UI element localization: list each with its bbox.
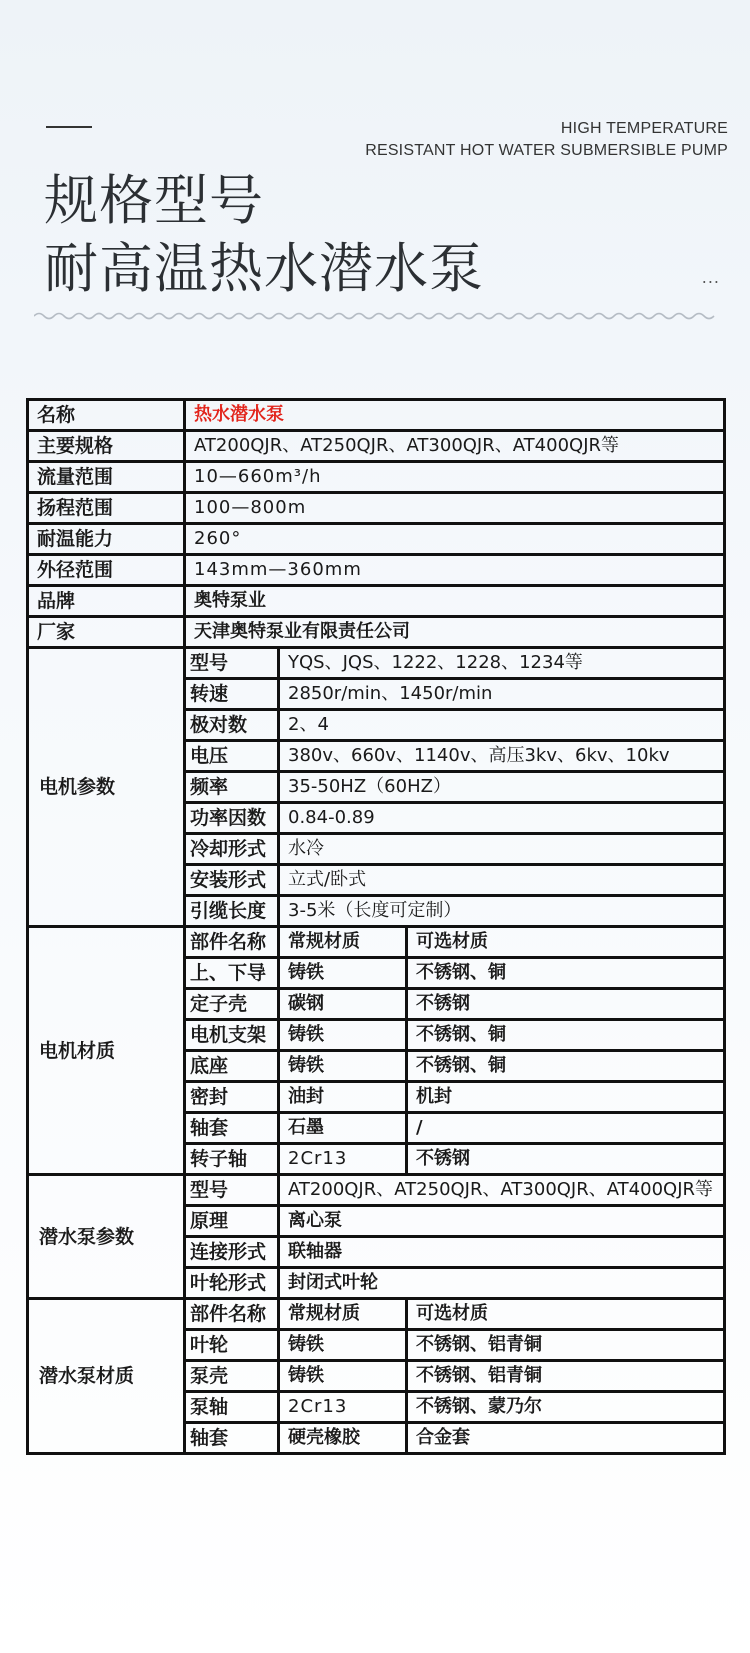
temp-label: 耐温能力	[28, 524, 185, 555]
motor-material-optional: 机封	[407, 1082, 725, 1113]
motor-material-standard: 石墨	[279, 1113, 407, 1144]
motor-param-value: 3-5米（长度可定制）	[279, 896, 725, 927]
table-row	[28, 617, 725, 648]
motor-material-optional: /	[407, 1113, 725, 1144]
pump-material-standard: 铸铁	[279, 1361, 407, 1392]
motor-material-standard: 碳钢	[279, 989, 407, 1020]
motor-param-value: 380v、660v、1140v、高压3kv、6kv、10kv	[279, 741, 725, 772]
motor-material-part: 上、下导	[185, 958, 279, 989]
pump-material-part: 轴套	[185, 1423, 279, 1454]
ellipsis-mark: ...	[701, 268, 720, 287]
pump-param-key: 叶轮形式	[185, 1268, 279, 1299]
flow-label: 流量范围	[28, 462, 185, 493]
motor-material-part: 电机支架	[185, 1020, 279, 1051]
pump-material-part: 泵轴	[185, 1392, 279, 1423]
motor-param-key: 功率因数	[185, 803, 279, 834]
brand-value: 奥特泵业	[185, 586, 725, 617]
english-line-1: HIGH TEMPERATURE	[560, 120, 728, 137]
head-label: 扬程范围	[28, 493, 185, 524]
motor-material-standard: 铸铁	[279, 958, 407, 989]
english-line-2: RESISTANT HOT WATER SUBMERSIBLE PUMP	[365, 142, 728, 159]
pump-param-key: 原理	[185, 1206, 279, 1237]
flow-value: 10—660m³/h	[185, 462, 725, 493]
page-title-line-1: 规格型号	[44, 169, 264, 232]
table-row	[28, 493, 725, 524]
motor-material-standard: 铸铁	[279, 1020, 407, 1051]
table-row	[28, 400, 725, 431]
motor-param-key: 转速	[185, 679, 279, 710]
pump-param-value: AT200QJR、AT250QJR、AT300QJR、AT400QJR等	[279, 1175, 725, 1206]
diameter-value: 143mm—360mm	[185, 555, 725, 586]
motor-material-part: 密封	[185, 1082, 279, 1113]
pump-material-standard: 常规材质	[279, 1299, 407, 1330]
table-row	[28, 927, 725, 958]
pump-material-standard: 硬壳橡胶	[279, 1423, 407, 1454]
motor-material-standard: 2Cr13	[279, 1144, 407, 1175]
motor-material-standard: 常规材质	[279, 927, 407, 958]
motor-param-key: 安装形式	[185, 865, 279, 896]
pump-material-label: 潜水泵材质	[28, 1299, 185, 1454]
pump-material-standard: 2Cr13	[279, 1392, 407, 1423]
motor-params-label: 电机参数	[28, 648, 185, 927]
motor-param-value: 2850r/min、1450r/min	[279, 679, 725, 710]
motor-material-part: 底座	[185, 1051, 279, 1082]
temp-value: 260°	[185, 524, 725, 555]
diameter-label: 外径范围	[28, 555, 185, 586]
spec-table	[26, 398, 726, 1455]
brand-label: 品牌	[28, 586, 185, 617]
motor-material-optional: 不锈钢、铜	[407, 1020, 725, 1051]
motor-param-value: 0.84-0.89	[279, 803, 725, 834]
name-label: 名称	[28, 400, 185, 431]
spec-label: 主要规格	[28, 431, 185, 462]
head-value: 100—800m	[185, 493, 725, 524]
wave-divider	[34, 310, 716, 322]
table-row	[28, 586, 725, 617]
title-dash	[46, 126, 92, 128]
table-row	[28, 555, 725, 586]
page-title-line-2: 耐高温热水潜水泵	[44, 237, 484, 300]
pump-param-value: 离心泵	[279, 1206, 725, 1237]
motor-param-value: 35-50HZ（60HZ）	[279, 772, 725, 803]
pump-material-standard: 铸铁	[279, 1330, 407, 1361]
motor-material-optional: 可选材质	[407, 927, 725, 958]
motor-material-label: 电机材质	[28, 927, 185, 1175]
motor-material-optional: 不锈钢	[407, 989, 725, 1020]
pump-param-key: 连接形式	[185, 1237, 279, 1268]
pump-material-part: 泵壳	[185, 1361, 279, 1392]
pump-material-optional: 合金套	[407, 1423, 725, 1454]
motor-param-key: 电压	[185, 741, 279, 772]
table-row	[28, 524, 725, 555]
motor-param-key: 极对数	[185, 710, 279, 741]
pump-material-optional: 不锈钢、铝青铜	[407, 1330, 725, 1361]
table-row	[28, 431, 725, 462]
motor-material-optional: 不锈钢	[407, 1144, 725, 1175]
pump-params-label: 潜水泵参数	[28, 1175, 185, 1299]
pump-material-optional: 不锈钢、蒙乃尔	[407, 1392, 725, 1423]
motor-material-part: 部件名称	[185, 927, 279, 958]
motor-material-standard: 油封	[279, 1082, 407, 1113]
pump-param-value: 联轴器	[279, 1237, 725, 1268]
motor-param-value: 立式/卧式	[279, 865, 725, 896]
maker-value: 天津奥特泵业有限责任公司	[185, 617, 725, 648]
table-row	[28, 462, 725, 493]
pump-param-value: 封闭式叶轮	[279, 1268, 725, 1299]
pump-material-part: 部件名称	[185, 1299, 279, 1330]
pump-material-part: 叶轮	[185, 1330, 279, 1361]
motor-material-part: 定子壳	[185, 989, 279, 1020]
table-row	[28, 648, 725, 679]
pump-material-optional: 可选材质	[407, 1299, 725, 1330]
motor-material-part: 转子轴	[185, 1144, 279, 1175]
motor-param-value: YQS、JQS、1222、1228、1234等	[279, 648, 725, 679]
maker-label: 厂家	[28, 617, 185, 648]
motor-param-value: 水冷	[279, 834, 725, 865]
motor-material-optional: 不锈钢、铜	[407, 1051, 725, 1082]
motor-material-part: 轴套	[185, 1113, 279, 1144]
spec-value: AT200QJR、AT250QJR、AT300QJR、AT400QJR等	[185, 431, 725, 462]
table-row	[28, 1175, 725, 1206]
motor-param-value: 2、4	[279, 710, 725, 741]
pump-material-optional: 不锈钢、铝青铜	[407, 1361, 725, 1392]
motor-param-key: 引缆长度	[185, 896, 279, 927]
motor-param-key: 频率	[185, 772, 279, 803]
motor-param-key: 冷却形式	[185, 834, 279, 865]
pump-param-key: 型号	[185, 1175, 279, 1206]
motor-material-optional: 不锈钢、铜	[407, 958, 725, 989]
motor-material-standard: 铸铁	[279, 1051, 407, 1082]
motor-param-key: 型号	[185, 648, 279, 679]
table-row	[28, 1299, 725, 1330]
name-value: 热水潜水泵	[185, 400, 725, 431]
english-subtitle	[365, 118, 728, 162]
